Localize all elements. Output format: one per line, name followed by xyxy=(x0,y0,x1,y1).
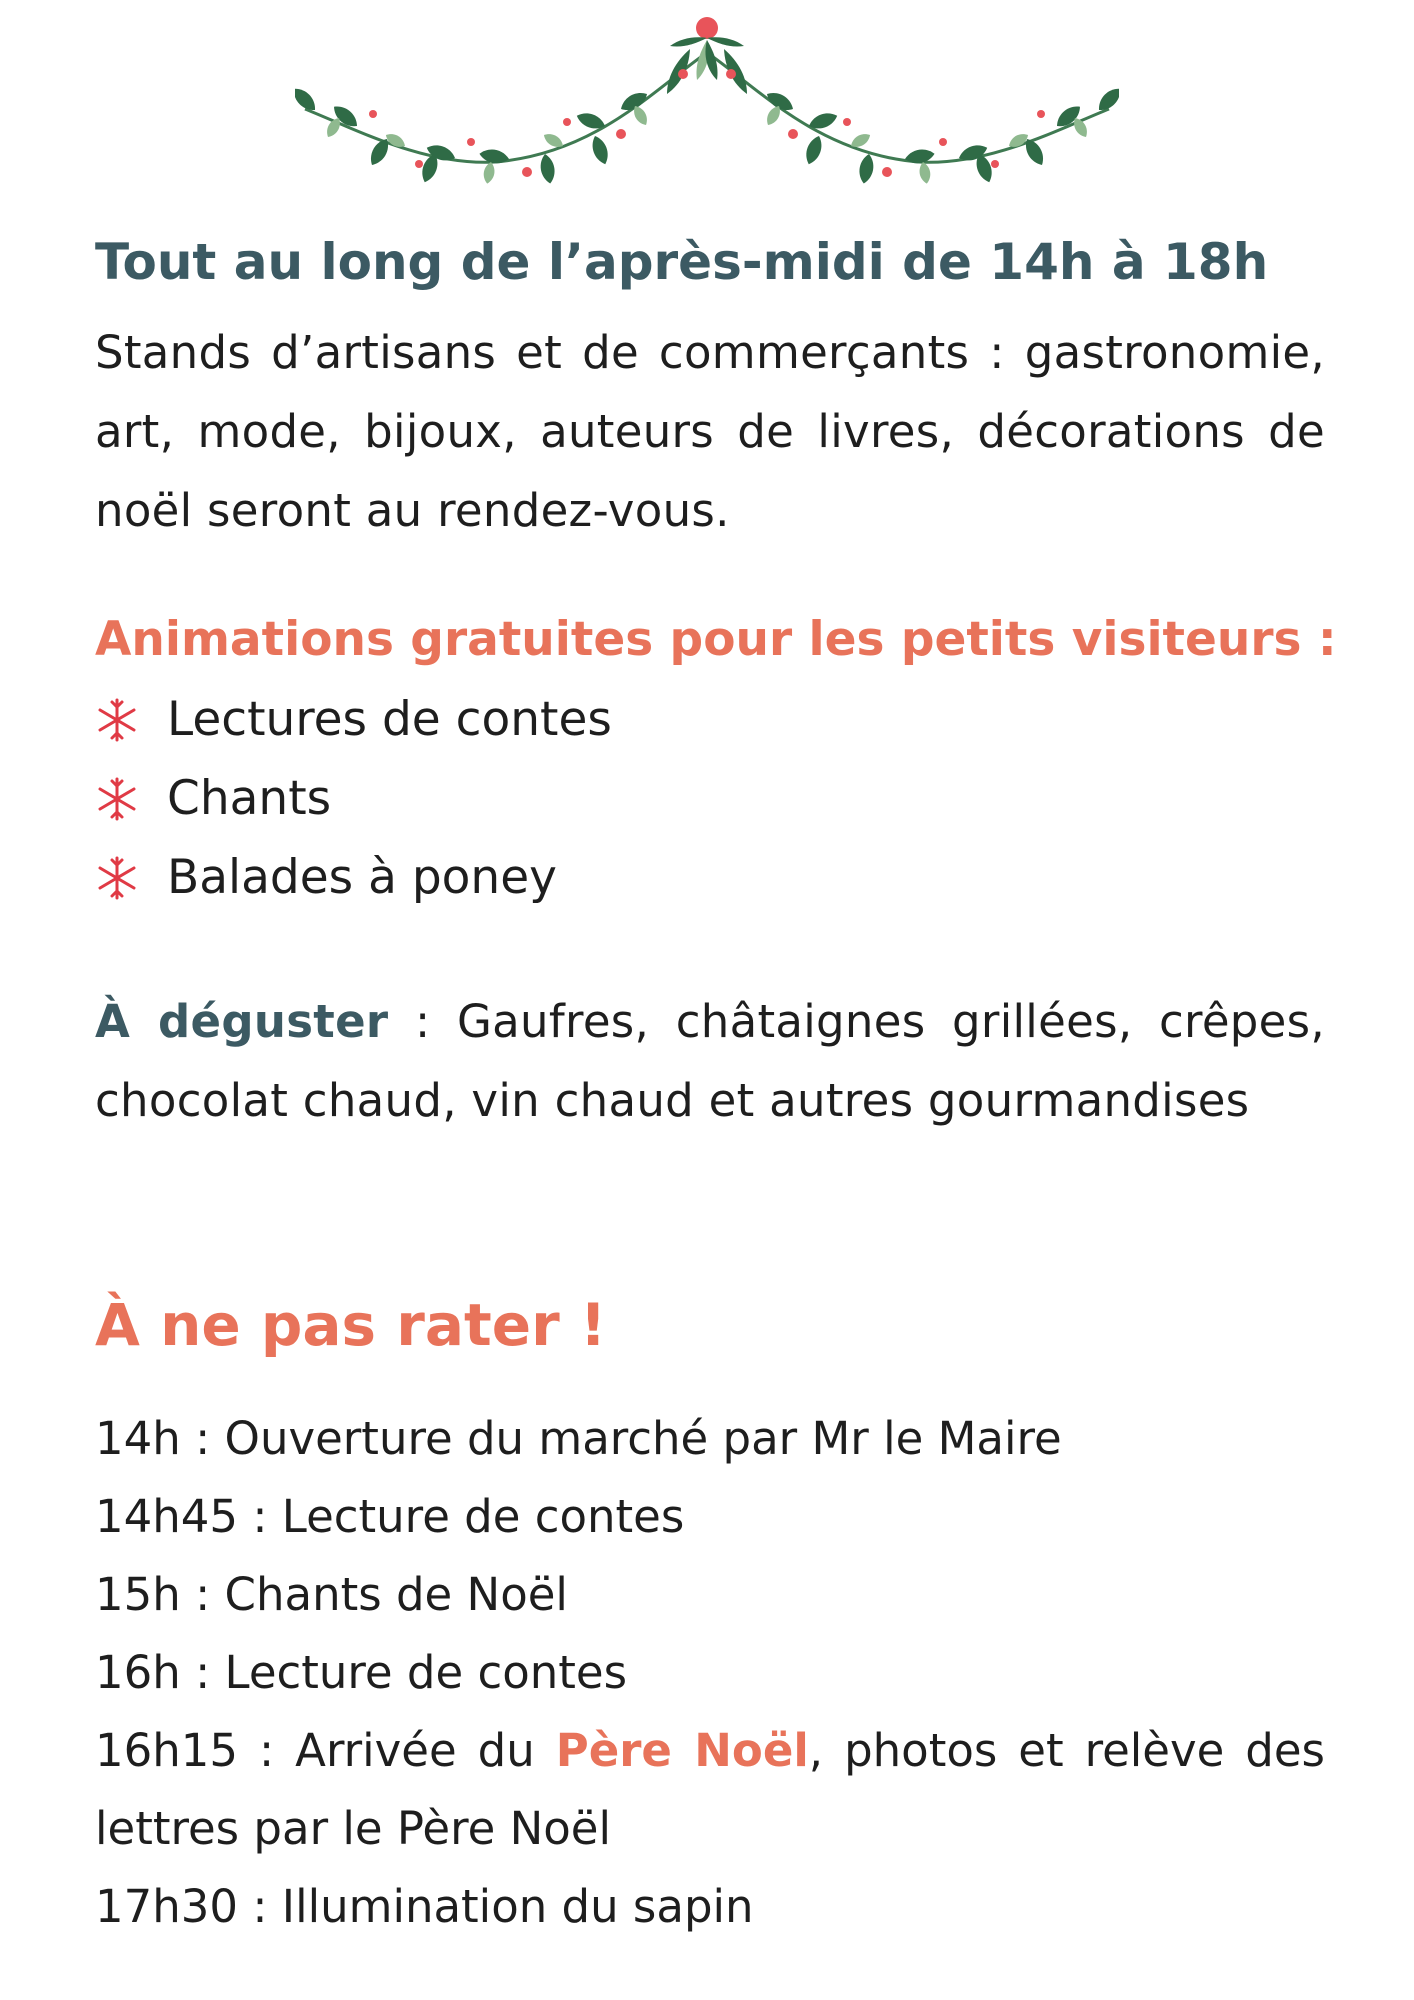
animations-heading: Animations gratuites pour les petits visiteurs : xyxy=(95,612,1337,667)
program-item: 16h : Lecture de contes xyxy=(95,1646,628,1699)
program-item: 14h45 : Lecture de contes xyxy=(95,1490,685,1543)
intro-paragraph: Stands d’artisans et de commerçants : gastronomie, art, mode, bijoux, auteurs de livres, décorations de noël seront au rendez-vous. xyxy=(95,326,1325,537)
list-item-label: Chants xyxy=(167,771,332,826)
program-item xyxy=(95,1712,1325,1868)
snowflake-icon xyxy=(95,856,139,900)
program-item-text: 16h15 : Arrivée du xyxy=(95,1724,556,1777)
list-item xyxy=(95,680,612,759)
christmas-garland-illustration xyxy=(295,14,1119,184)
intro-heading: Tout au long de l’après-midi de 14h à 18h xyxy=(95,233,1269,291)
snowflake-icon xyxy=(95,777,139,821)
program-item: 17h30 : Illumination du sapin xyxy=(95,1880,754,1933)
deguster-text: : Gaufres, châtaignes grillées, crêpes, chocolat chaud, vin chaud et autres gourmandises xyxy=(95,995,1326,1127)
deguster-paragraph xyxy=(95,982,1325,1140)
deguster-label: À déguster xyxy=(95,995,389,1048)
snowflake-icon xyxy=(95,698,139,742)
program-item: 15h : Chants de Noël xyxy=(95,1568,568,1621)
list-item-label: Balades à poney xyxy=(167,850,557,905)
list-item-label: Lectures de contes xyxy=(167,692,612,747)
program-heading: À ne pas rater ! xyxy=(95,1291,607,1359)
animations-list xyxy=(95,680,612,917)
pere-noel-highlight: Père Noël xyxy=(555,1724,809,1777)
list-item xyxy=(95,838,612,917)
program-item: 14h : Ouverture du marché par Mr le Maire xyxy=(95,1412,1062,1465)
program-item-text: , photos et relève des lettres par le Père Noël xyxy=(95,1724,1325,1855)
program-list xyxy=(95,1400,1325,1946)
list-item xyxy=(95,759,612,838)
